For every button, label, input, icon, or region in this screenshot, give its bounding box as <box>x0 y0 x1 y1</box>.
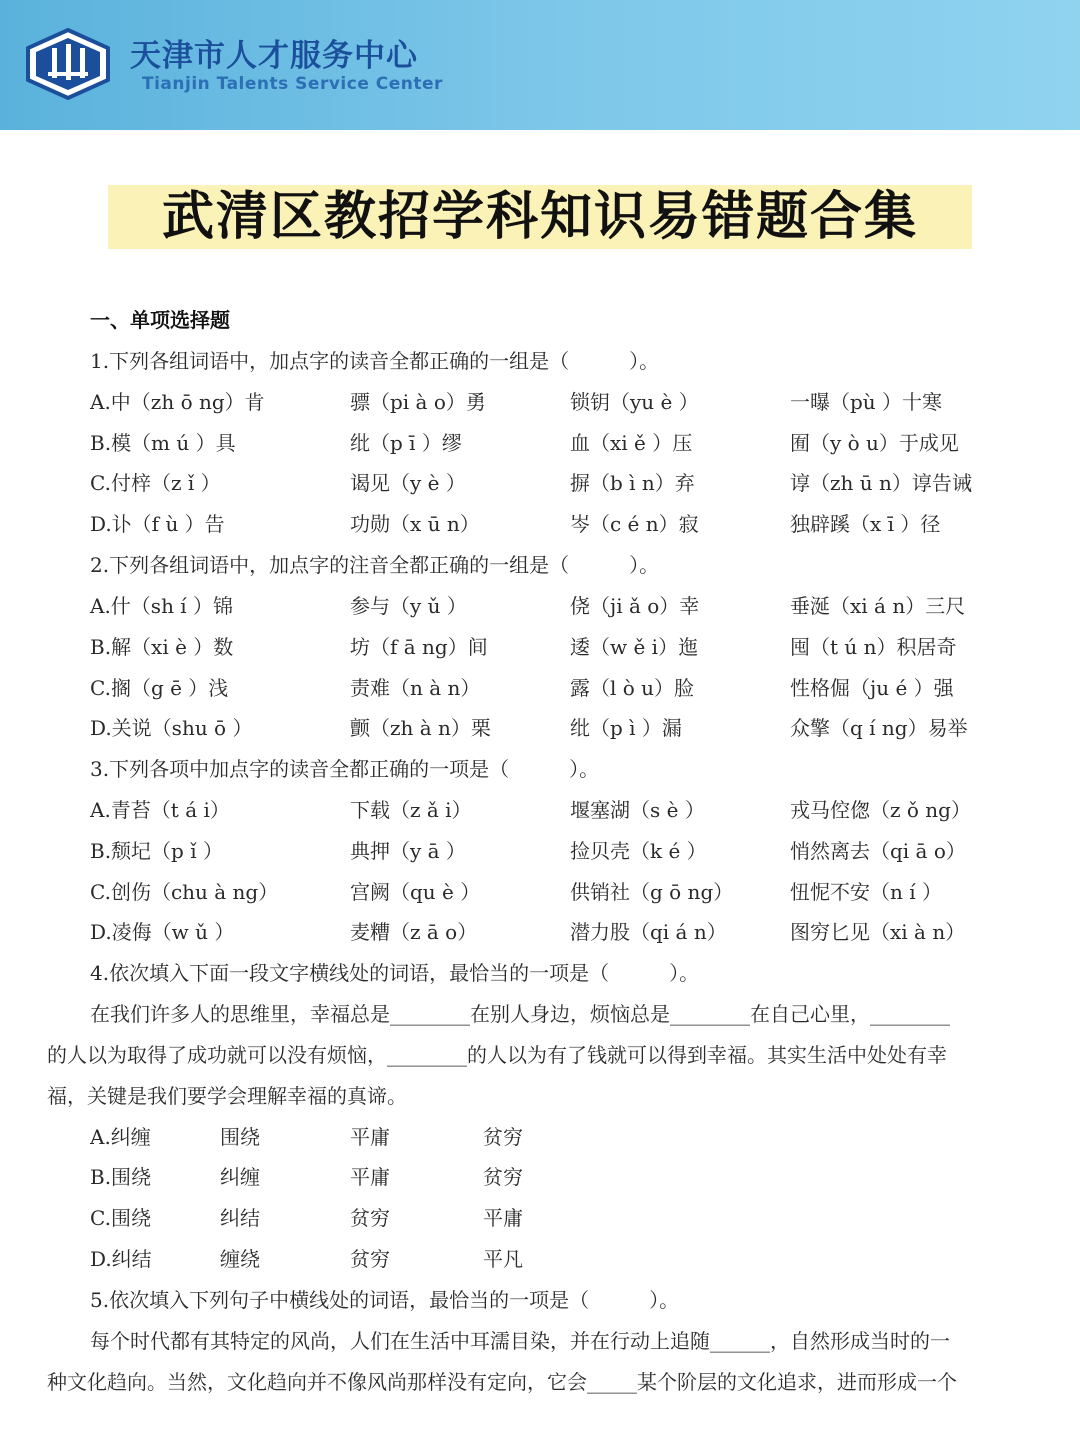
option-item: 谆（zh ū n）谆告诫 <box>790 471 972 495</box>
q4-option-row-b <box>0 1161 1080 1191</box>
option-item: 垂涎（xi á n）三尺 <box>790 594 966 618</box>
option-item: 颤（zh à n）栗 <box>350 716 491 740</box>
option-item: 平凡 <box>483 1247 523 1271</box>
option-item: 纠结 <box>220 1206 260 1230</box>
option-item: 堰塞湖（s è ） <box>570 798 705 822</box>
q3-option-row-c <box>0 876 1080 906</box>
option-item: B.模（m ú ）具 <box>90 431 236 455</box>
q2-option-row-b <box>0 631 1080 661</box>
q4-passage-line: 在我们许多人的思维里，幸福总是________在别人身边，烦恼总是________在自己心里，________ <box>90 1002 950 1026</box>
option-item: D.关说（shu ō ） <box>90 716 253 740</box>
q3-option-row-b <box>0 835 1080 865</box>
q1-option-row-d <box>0 508 1080 538</box>
page-title: 武清区教招学科知识易错题合集 <box>161 186 918 247</box>
q4-option-row-c <box>0 1202 1080 1232</box>
option-item: 忸怩不安（n í ） <box>790 880 942 904</box>
q4-option-row-a <box>0 1121 1080 1151</box>
option-item: 宫阙（qu è ） <box>350 880 481 904</box>
q2-option-row-a <box>0 590 1080 620</box>
option-item: 锁钥（yu è ） <box>570 390 699 414</box>
option-item: 图穷匕见（xi à n） <box>790 920 966 944</box>
option-item: 典押（y ā ） <box>350 839 466 863</box>
option-item: 谒见（y è ） <box>350 471 466 495</box>
header-banner <box>0 0 1080 130</box>
option-item: 血（xi ě ）压 <box>570 431 693 455</box>
option-item: 功勋（x ū n） <box>350 512 480 536</box>
q5-passage-line: 每个时代都有其特定的风尚，人们在生活中耳濡目染，并在行动上追随______，自然形成当时的一 <box>90 1329 950 1353</box>
option-item: 纰（p ī ）缪 <box>350 431 462 455</box>
option-item: 平庸 <box>350 1165 390 1189</box>
option-item: C.搁（g ē ）浅 <box>90 676 229 700</box>
option-item: 性格倔（ju é ）强 <box>790 676 954 700</box>
option-item: A.中（zh ō ng）肯 <box>90 390 265 414</box>
option-item: 逶（w ě i）迤 <box>570 635 699 659</box>
question-1-stem: 1.下列各组词语中，加点字的读音全都正确的一组是（ ）。 <box>90 349 660 373</box>
option-item: 平庸 <box>350 1125 390 1149</box>
q5-passage-line: 种文化趋向。当然，文化趋向并不像风尚那样没有定向，它会_____某个阶层的文化追求，进而形成一个 <box>47 1370 957 1394</box>
option-item: B.解（xi è ）数 <box>90 635 234 659</box>
option-item: 参与（y ǔ ） <box>350 594 467 618</box>
option-item: D.讣（f ù ）告 <box>90 512 225 536</box>
option-item: 摒（b ì n）弃 <box>570 471 695 495</box>
option-item: 悄然离去（qi ā o） <box>790 839 966 863</box>
option-item: 独辟蹊（x ī ）径 <box>790 512 941 536</box>
option-item: A.青苔（t á i） <box>90 798 230 822</box>
q1-option-row-c <box>0 467 1080 497</box>
section-heading: 一、单项选择题 <box>90 308 230 332</box>
q4-passage-line: 福，关键是我们要学会理解幸福的真谛。 <box>47 1084 407 1108</box>
option-item: C.付梓（z ǐ ） <box>90 471 221 495</box>
option-item: 纰（p ì ）漏 <box>570 716 682 740</box>
option-item: C.创伤（chu à ng） <box>90 880 279 904</box>
option-item: 囤（t ú n）积居奇 <box>790 635 957 659</box>
q3-option-row-a <box>0 794 1080 824</box>
option-item: D.纠结 <box>90 1247 152 1271</box>
option-item: A.纠缠 <box>90 1125 151 1149</box>
option-item: B.围绕 <box>90 1165 152 1189</box>
option-item: 众擎（q í ng）易举 <box>790 716 968 740</box>
option-item: 下载（z ǎ i） <box>350 798 472 822</box>
option-item: D.凌侮（w ǔ ） <box>90 920 235 944</box>
option-item: 贫穷 <box>483 1165 523 1189</box>
question-4-stem: 4.依次填入下面一段文字横线处的词语，最恰当的一项是（ ）。 <box>90 961 700 985</box>
option-item: 露（l ò u）脸 <box>570 676 695 700</box>
option-item: 麦糟（z ā o） <box>350 920 478 944</box>
option-item: 骠（pi à o）勇 <box>350 390 486 414</box>
q2-option-row-c <box>0 672 1080 702</box>
q4-passage-line: 的人以为取得了成功就可以没有烦恼，________的人以为有了钱就可以得到幸福。其实生活中处处有幸 <box>47 1043 947 1067</box>
option-item: 贫穷 <box>483 1125 523 1149</box>
option-item: 侥（ji ǎ o）幸 <box>570 594 700 618</box>
option-item: B.颓圮（p ǐ ） <box>90 839 223 863</box>
title-highlight <box>108 185 972 249</box>
option-item: 一曝（pù ）十寒 <box>790 390 943 414</box>
option-item: 缠绕 <box>220 1247 260 1271</box>
option-item: 坊（f ā ng）间 <box>350 635 488 659</box>
question-2-stem: 2.下列各组词语中，加点字的注音全都正确的一组是（ ）。 <box>90 553 660 577</box>
q2-option-row-d <box>0 712 1080 742</box>
option-item: 围绕 <box>220 1125 260 1149</box>
option-item: 潜力股（qi á n） <box>570 920 727 944</box>
tianjin-talents-logo-icon <box>22 28 114 100</box>
option-item: 责难（n à n） <box>350 676 481 700</box>
question-3-stem: 3.下列各项中加点字的读音全都正确的一项是（ ）。 <box>90 757 600 781</box>
q1-option-row-b <box>0 427 1080 457</box>
option-item: 平庸 <box>483 1206 523 1230</box>
question-5-stem: 5.依次填入下列句子中横线处的词语，最恰当的一项是（ ）。 <box>90 1288 680 1312</box>
option-item: 贫穷 <box>350 1206 390 1230</box>
option-item: 岑（c é n）寂 <box>570 512 699 536</box>
option-item: 囿（y ò u）于成见 <box>790 431 959 455</box>
org-name-cn: 天津市人才服务中心 <box>130 38 418 74</box>
option-item: A.什（sh í ）锦 <box>90 594 234 618</box>
q3-option-row-d <box>0 916 1080 946</box>
option-item: 贫穷 <box>350 1247 390 1271</box>
option-item: C.围绕 <box>90 1206 151 1230</box>
option-item: 捡贝壳（k é ） <box>570 839 707 863</box>
q4-option-row-d <box>0 1243 1080 1273</box>
org-name-en: Tianjin Talents Service Center <box>142 74 443 94</box>
option-item: 纠缠 <box>220 1165 260 1189</box>
q1-option-row-a <box>0 386 1080 416</box>
option-item: 供销社（g ō ng） <box>570 880 734 904</box>
option-item: 戎马倥偬（z ǒ ng） <box>790 798 971 822</box>
